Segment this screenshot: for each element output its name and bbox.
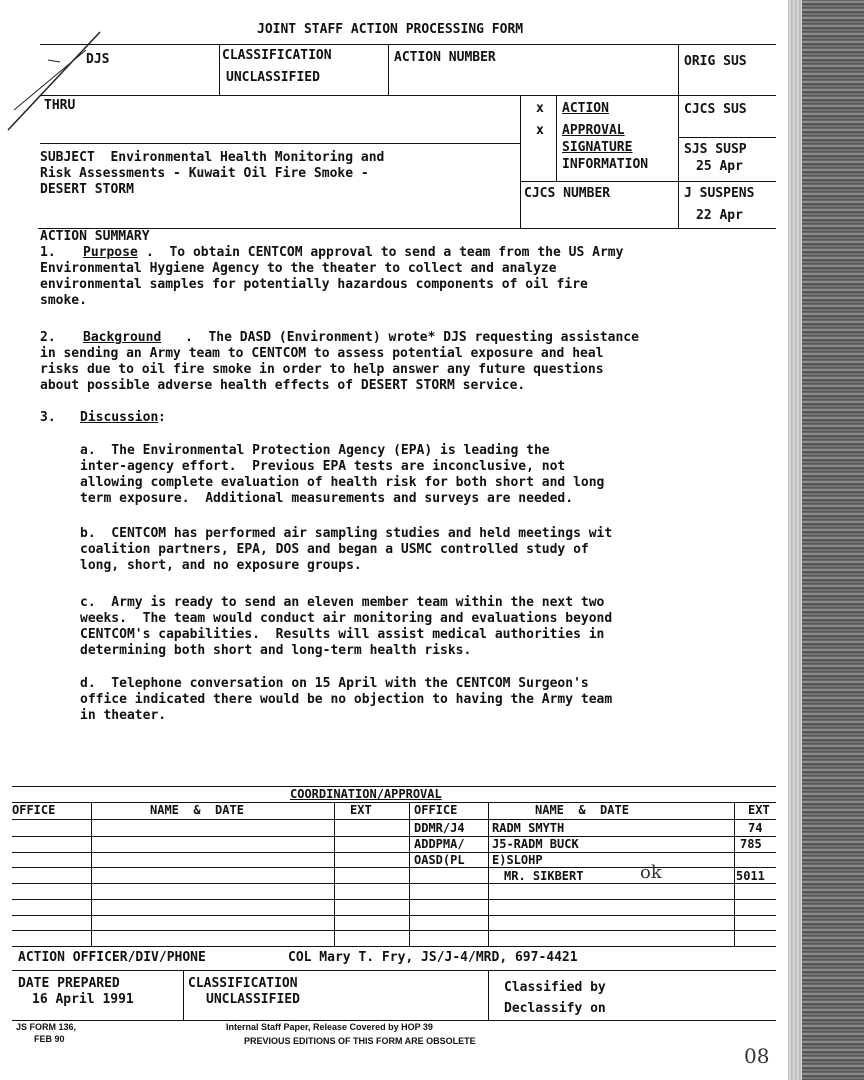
scan-edge xyxy=(802,0,864,1080)
para3a-line4: term exposure. Additional measurements and surveys are needed. xyxy=(80,491,574,506)
classification-value: UNCLASSIFIED xyxy=(226,70,320,85)
sjs-susp-date: 25 Apr xyxy=(696,159,743,174)
page-code: 08 xyxy=(744,1044,770,1068)
para1-line3: environmental samples for potentially hazardous components of oil fire xyxy=(40,277,588,292)
header-line-4 xyxy=(520,181,776,182)
cjcs-sus-label: CJCS SUS xyxy=(684,102,747,117)
form-date: FEB 90 xyxy=(34,1034,65,1044)
para3c-line4: determining both short and long-term health risks. xyxy=(80,643,472,658)
para3-title: Discussion xyxy=(80,410,159,425)
header-line-6 xyxy=(678,137,776,138)
j-suspense-date: 22 Apr xyxy=(696,208,743,223)
thru-label: THRU xyxy=(44,98,76,113)
coord-row-2-office: ADDPMA/ xyxy=(414,837,465,851)
para3b-line3: long, short, and no exposure groups. xyxy=(80,558,362,573)
coord-row-4-name: MR. SIKBERT xyxy=(504,869,584,883)
to-field: DJS xyxy=(86,52,110,67)
para3c-line1: c. Army is ready to send an eleven member team within the next two xyxy=(80,595,605,610)
classification-label: CLASSIFICATION xyxy=(222,48,332,63)
para3c-line3: CENTCOM's capabilities. Results will assist medical authorities in xyxy=(80,627,605,642)
coord-row-2-name: J5-RADM BUCK xyxy=(492,837,579,851)
para3d-line1: d. Telephone conversation on 15 April with the CENTCOM Surgeon's xyxy=(80,676,589,691)
j-suspense-label: J SUSPENS xyxy=(684,186,755,201)
footer-line-2 xyxy=(12,1020,776,1021)
action-checkmark: x xyxy=(536,101,544,116)
para2-line4: about possible adverse health effects of DESERT STORM service. xyxy=(40,378,526,393)
coord-row-1-office: DDMR/J4 xyxy=(414,821,465,835)
coord-line-2 xyxy=(12,802,776,803)
coord-row-4-ext: 5011 xyxy=(736,869,765,883)
para2-title: Background xyxy=(83,330,162,345)
coord-col-ext: EXT xyxy=(350,803,372,817)
coord-row-line-9 xyxy=(12,946,776,947)
header-vline-4 xyxy=(520,95,521,228)
subject-line-2: Risk Assessments - Kuwait Oil Fire Smoke - xyxy=(40,166,369,181)
coord-row-line-3 xyxy=(12,852,776,853)
coord-row-line-5 xyxy=(12,883,776,884)
scan-shadow xyxy=(788,0,802,1080)
footer-vline-1 xyxy=(183,970,184,1020)
coord-vline-4 xyxy=(488,802,489,946)
para3-number: 3. xyxy=(40,410,56,425)
form-number: JS FORM 136, xyxy=(16,1022,77,1032)
coord-row-2-ext: 785 xyxy=(740,837,762,851)
para3a-line2: inter-agency effort. Previous EPA tests are inconclusive, not xyxy=(80,459,566,474)
para1-line1: . To obtain CENTCOM approval to send a team from the US Army xyxy=(146,245,624,260)
coord-row-line-6 xyxy=(12,899,776,900)
header-line-2 xyxy=(40,95,776,96)
coord-row-1-name: RADM SMYTH xyxy=(492,821,565,835)
coord-vline-1 xyxy=(91,802,92,946)
para3c-line2: weeks. The team would conduct air monitoring and evaluations beyond xyxy=(80,611,613,626)
date-prepared-label: DATE PREPARED xyxy=(18,976,120,991)
coord-heading: COORDINATION/APPROVAL xyxy=(290,787,442,801)
form-title: JOINT STAFF ACTION PROCESSING FORM xyxy=(257,22,524,37)
header-line-3 xyxy=(40,143,520,144)
coord-vline-3 xyxy=(409,802,410,946)
para1-title: Purpose xyxy=(83,245,138,260)
coord-row-1-ext: 74 xyxy=(748,821,763,835)
subject-line-3: DESERT STORM xyxy=(40,182,134,197)
approval-option: APPROVAL xyxy=(562,123,625,138)
action-summary-heading: ACTION SUMMARY xyxy=(40,229,150,244)
coord-row-3-name: E)SLOHP xyxy=(492,853,543,867)
para3d-line3: in theater. xyxy=(80,708,167,723)
declassify-on: Declassify on xyxy=(504,1001,606,1016)
action-officer-value: COL Mary T. Fry, JS/J-4/MRD, 697-4421 xyxy=(288,950,578,965)
handwritten-initials: ok xyxy=(640,862,662,883)
coord-col-name-date-2: NAME & DATE xyxy=(535,803,629,817)
para2-line1: . The DASD (Environment) wrote* DJS requesting assistance xyxy=(185,330,639,345)
classified-by: Classified by xyxy=(504,980,606,995)
header-vline-2 xyxy=(388,44,389,95)
previous-editions-note: PREVIOUS EDITIONS OF THIS FORM ARE OBSOLETE xyxy=(244,1036,476,1046)
header-line-1 xyxy=(40,44,776,45)
para1-number: 1. xyxy=(40,245,56,260)
footer-classification-value: UNCLASSIFIED xyxy=(206,992,300,1007)
para3b-line2: coalition partners, EPA, DOS and began a USMC controlled study of xyxy=(80,542,589,557)
sjs-susp-label: SJS SUSP xyxy=(684,142,747,157)
coord-vline-2 xyxy=(334,802,335,946)
coord-row-line-2 xyxy=(12,836,776,837)
para1-line2: Environmental Hygiene Agency to the theater to collect and analyze xyxy=(40,261,557,276)
subject-line-1: SUBJECT Environmental Health Monitoring and xyxy=(40,150,385,165)
internal-staff-note: Internal Staff Paper, Release Covered by HOP 39 xyxy=(226,1022,433,1032)
coord-row-line-7 xyxy=(12,915,776,916)
para3b-line1: b. CENTCOM has performed air sampling studies and held meetings wit xyxy=(80,526,613,541)
coord-row-line-8 xyxy=(12,930,776,931)
header-vline-5 xyxy=(556,95,557,181)
coord-col-name-date: NAME & DATE xyxy=(150,803,244,817)
para2-line3: risks due to oil fire smoke in order to help answer any future questions xyxy=(40,362,604,377)
signature-option: SIGNATURE xyxy=(562,140,633,155)
para3-colon: : xyxy=(158,410,166,425)
coord-row-line-1 xyxy=(12,819,776,820)
footer-line-1 xyxy=(12,970,776,971)
para2-line2: in sending an Army team to CENTCOM to assess potential exposure and heal xyxy=(40,346,604,361)
header-vline-3 xyxy=(678,44,679,228)
cjcs-number-label: CJCS NUMBER xyxy=(524,186,611,201)
para3d-line2: office indicated there would be no objection to having the Army team xyxy=(80,692,613,707)
date-prepared-value: 16 April 1991 xyxy=(32,992,134,1007)
pen-stroke-marks xyxy=(0,20,120,140)
orig-sus-label: ORIG SUS xyxy=(684,54,747,69)
coord-col-office: OFFICE xyxy=(12,803,56,817)
coord-col-ext-2: EXT xyxy=(748,803,770,817)
footer-vline-2 xyxy=(488,970,489,1020)
information-option: INFORMATION xyxy=(562,157,649,172)
header-vline-1 xyxy=(219,44,220,95)
action-number-label: ACTION NUMBER xyxy=(394,50,496,65)
para2-number: 2. xyxy=(40,330,56,345)
para3a-line1: a. The Environmental Protection Agency (EPA) is leading the xyxy=(80,443,550,458)
para1-line4: smoke. xyxy=(40,293,87,308)
action-option: ACTION xyxy=(562,101,609,116)
coord-vline-5 xyxy=(734,802,735,946)
footer-classification-label: CLASSIFICATION xyxy=(188,976,298,991)
para3a-line3: allowing complete evaluation of health risk for both short and long xyxy=(80,475,605,490)
coord-row-3-office: OASD(PL xyxy=(414,853,465,867)
coord-col-office-2: OFFICE xyxy=(414,803,458,817)
approval-checkmark: x xyxy=(536,123,544,138)
action-officer-label: ACTION OFFICER/DIV/PHONE xyxy=(18,950,206,965)
